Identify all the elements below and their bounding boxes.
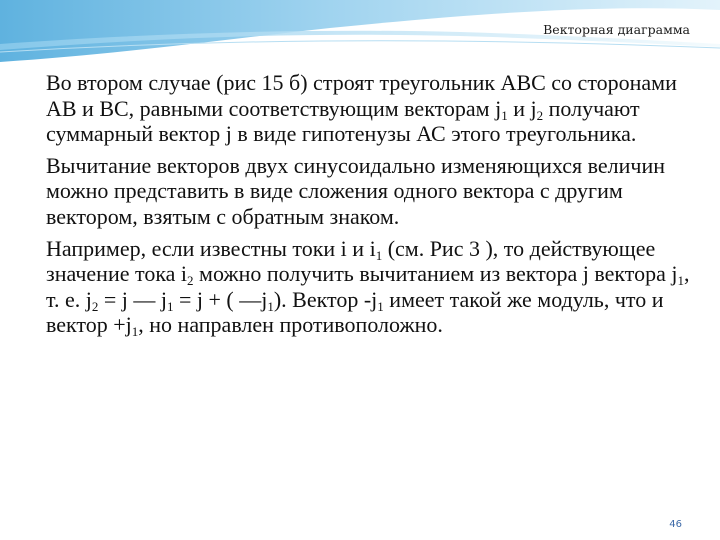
paragraph	[46, 236, 696, 338]
slide-title: Векторная диаграмма	[543, 22, 690, 37]
subscript: 2	[91, 298, 99, 314]
subscript: 1	[501, 107, 508, 123]
page-number: 46	[669, 519, 682, 530]
text-segment: Вычитание векторов двух синусоидально изменяющихся величин можно представить в виде сложения одного вектора с другим вектором, взятым с обратным знаком.	[46, 152, 666, 229]
subscript: 1	[166, 298, 174, 314]
text-segment: = j + ( —j	[173, 286, 268, 312]
text-segment: = j — j	[98, 286, 167, 312]
body-text	[46, 70, 696, 344]
text-segment: (см. Рис 3 ), то действующее значение тока i	[46, 235, 656, 287]
subscript: 2	[536, 107, 544, 123]
subscript: 1	[377, 298, 384, 314]
text-segment: получают суммарный вектор j в виде гипотенузы АС этого треугольника.	[46, 95, 640, 147]
text-segment: можно получить вычитанием из вектора j вектора j	[193, 261, 678, 287]
subscript: 1	[677, 273, 684, 289]
subscript: 1	[375, 247, 383, 263]
text-segment: Например, если известны токи i и i	[46, 235, 376, 261]
paragraph	[46, 70, 696, 147]
text-segment: и j	[507, 95, 537, 121]
paragraph	[46, 153, 696, 230]
text-segment: Во втором случае (рис 15 б) строят треугольник АВС со сторонами АВ и ВС, равными соответствующим векторам j	[46, 70, 677, 121]
subscript: 1	[267, 298, 274, 314]
text-segment: , но направлен противоположно.	[138, 312, 443, 338]
subscript: 2	[187, 273, 194, 289]
header-wave-decoration	[0, 0, 720, 64]
text-segment: , т. е. j	[46, 261, 690, 312]
subscript: 1	[131, 324, 139, 340]
text-segment: имеет такой же модуль, что и вектор +j	[46, 286, 664, 338]
text-segment: ). Вектор -j	[273, 286, 378, 312]
